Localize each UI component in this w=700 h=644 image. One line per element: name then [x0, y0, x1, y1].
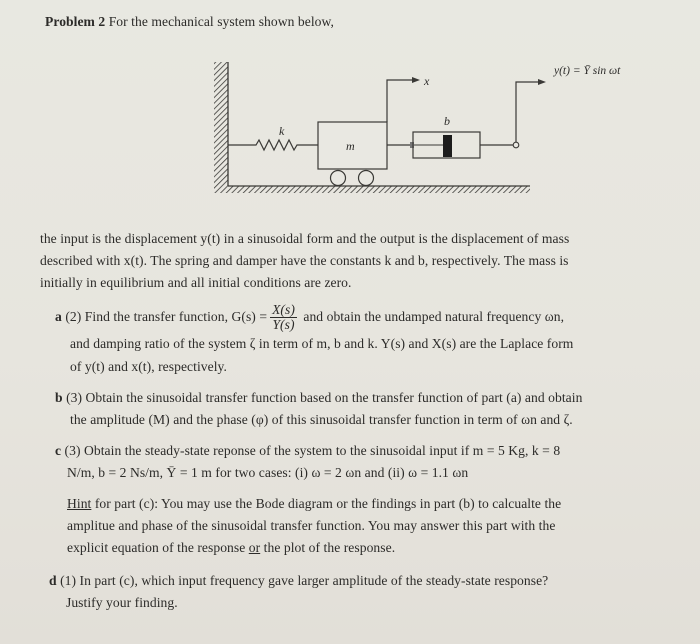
ground [214, 186, 530, 193]
description-line-2: described with x(t). The spring and damper have the constants k and b, respectively. The mass is [40, 253, 569, 268]
fraction-denominator: Y(s) [272, 317, 295, 333]
spring [228, 140, 318, 150]
problem-intro: For the mechanical system shown below, [108, 14, 334, 29]
part-b-line-2: the amplitude (M) and the phase (φ) of this sinusoidal transfer function in term of ωn and ζ. [70, 412, 573, 427]
part-c-points: (3) [64, 443, 81, 458]
fraction-numerator: X(s) [272, 302, 295, 318]
input-label: y(t) = Ȳ sin ωt [554, 65, 621, 77]
output-label: x [424, 74, 430, 88]
hint-line-2: amplitue and phase of the sinusoidal transfer function. You may answer this part with the [67, 518, 556, 533]
wheels [331, 171, 374, 186]
part-a-line-3: of y(t) and x(t), respectively. [70, 359, 227, 374]
spring-label: k [279, 124, 285, 138]
damper-label: b [444, 114, 450, 128]
part-c-line-1 [55, 440, 560, 462]
part-b-text: Obtain the sinusoidal transfer function based on the transfer function of part (a) and obtain [85, 390, 583, 405]
part-c-text: Obtain the steady-state reponse of the system to the sinusoidal input if m = 5 Kg, k = 8 [84, 443, 561, 458]
mechanical-system-diagram [0, 0, 700, 220]
part-a-text-pre: Find the transfer function, G(s) = [84, 309, 268, 324]
part-b-line-1 [55, 387, 582, 409]
part-b-letter: b [55, 390, 63, 405]
part-a-text-post: and obtain the undamped natural frequency ωn, [303, 309, 565, 324]
part-a-line-1 [55, 302, 564, 332]
hint-text-3-pre: explicit equation of the response [67, 540, 249, 555]
part-d-letter: d [49, 573, 57, 588]
part-d-line-2: Justify your finding. [66, 595, 178, 610]
part-a-line-2: and damping ratio of the system ζ in term of m, b and k. Y(s) and X(s) are the Laplace form [70, 336, 574, 351]
part-c-line-2: N/m, b = 2 Ns/m, Ȳ = 1 m for two cases: (i) ω = 2 ωn and (ii) ω = 1.1 ωn [67, 465, 469, 480]
hint-line-1 [67, 493, 561, 515]
part-a-letter: a [55, 309, 62, 324]
part-c-letter: c [55, 443, 62, 458]
hint-text-3-post: the plot of the response. [260, 540, 396, 555]
part-d-line-1 [49, 570, 548, 592]
wall [214, 62, 228, 186]
problem-label: Problem 2 [45, 14, 106, 29]
part-d-points: (1) [60, 573, 77, 588]
description-line-1: the input is the displacement y(t) in a sinusoidal form and the output is the displacement of mass [40, 231, 570, 246]
hint-text-1: for part (c): You may use the Bode diagram or the findings in part (b) to calcualte the [91, 496, 562, 511]
description-line-3: initially in equilibrium and all initial conditions are zero. [40, 275, 352, 290]
transfer-function-fraction [270, 303, 297, 332]
damper [387, 132, 513, 158]
hint-or-underlined: or [248, 540, 261, 555]
hint-line-3 [67, 537, 395, 559]
part-b-points: (3) [66, 390, 83, 405]
hint-label: Hint [67, 496, 92, 511]
input-arrow [513, 79, 546, 148]
output-arrow [387, 77, 420, 122]
part-a-points: (2) [65, 309, 82, 324]
mass-label: m [346, 139, 355, 153]
part-d-text: In part (c), which input frequency gave larger amplitude of the steady-state response? [79, 573, 549, 588]
